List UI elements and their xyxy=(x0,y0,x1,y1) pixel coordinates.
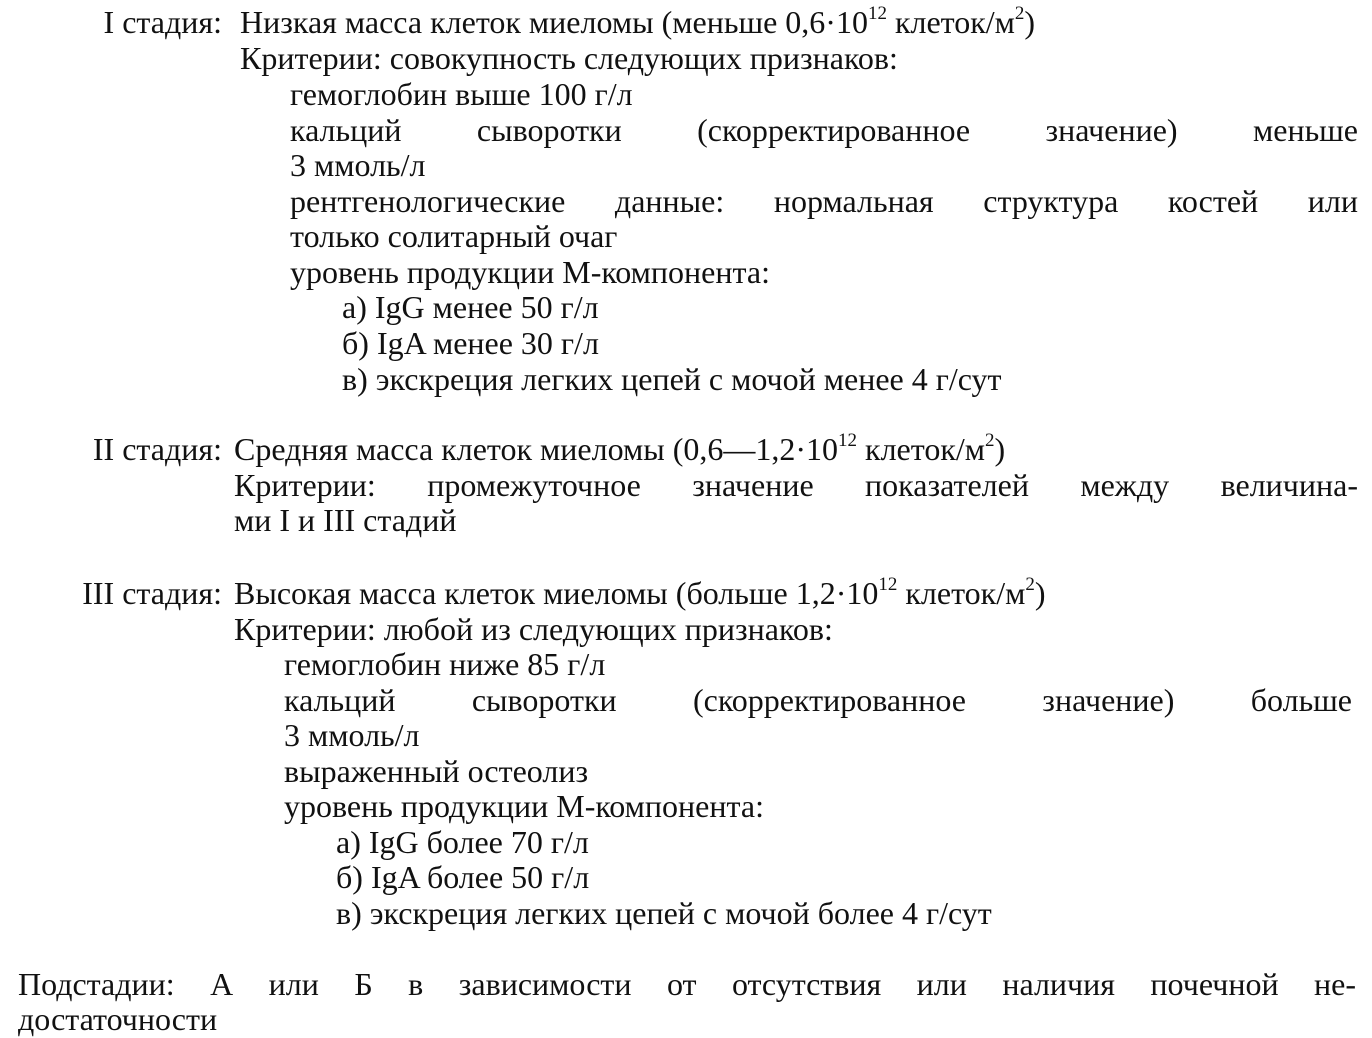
stage-2-title xyxy=(234,429,1006,467)
stage-3-osteolysis: выраженный остеолиз xyxy=(284,753,589,789)
stage-1-title xyxy=(240,2,1036,40)
stage-2-criteria-line-2: ми I и III стадий xyxy=(234,502,457,538)
stage-2-title-unit: клеток/м xyxy=(857,431,985,467)
stage-3-criteria: Критерии: любой из следующих признаков: xyxy=(234,611,833,647)
stage-1-title-exponent: 12 xyxy=(867,2,887,24)
stage-1-hemoglobin: гемоглобин выше 100 г/л xyxy=(290,76,633,112)
stage-3-calcium-line-2: 3 ммоль/л xyxy=(284,717,420,753)
stage-1-title-text: Низкая масса клеток миеломы (меньше 0,6·10 xyxy=(240,4,868,40)
stage-3-label: III стадия: xyxy=(82,575,222,611)
stage-2-title-text: Средняя масса клеток миеломы (0,6—1,2·10 xyxy=(234,431,839,467)
stage-2-title-close: ) xyxy=(994,431,1006,467)
stage-2-title-exponent: 12 xyxy=(838,429,858,451)
stage-3-title-exponent: 12 xyxy=(878,573,898,595)
stage-3-hemoglobin: гемоглобин ниже 85 г/л xyxy=(284,646,606,682)
stage-3-title-close: ) xyxy=(1034,575,1046,611)
stage-1-label: I стадия: xyxy=(103,4,222,40)
stage-3-title-text: Высокая масса клеток миеломы (больше 1,2·10 xyxy=(234,575,879,611)
stage-3-item-a: а) IgG более 70 г/л xyxy=(336,824,589,860)
stage-1-criteria: Критерии: совокупность следующих признаков: xyxy=(240,40,898,76)
stage-2-title-unit-exponent: 2 xyxy=(985,429,995,451)
stage-3-calcium-line-1: кальций сыворотки (скорректированное значение) больше xyxy=(284,683,1352,718)
stage-1-title-unit-exponent: 2 xyxy=(1014,2,1025,24)
stage-3-title-unit: клеток/м xyxy=(897,575,1026,611)
stage-3-title-unit-exponent: 2 xyxy=(1025,573,1035,595)
substages-line-1: Подстадии: А или Б в зависимости от отсутствия или наличия почечной не- xyxy=(18,967,1356,1002)
stage-1-title-unit: клеток/м xyxy=(886,4,1015,40)
stage-1-m-component: уровень продукции М-компонента: xyxy=(290,254,770,290)
stage-3-m-component: уровень продукции М-компонента: xyxy=(284,788,764,824)
stage-1-calcium-line-2: 3 ммоль/л xyxy=(290,147,426,183)
stage-3-title xyxy=(234,573,1046,611)
stage-1-xray-line-1: рентгенологические данные: нормальная структура костей или xyxy=(290,184,1358,219)
stage-1-item-a: а) IgG менее 50 г/л xyxy=(342,289,599,325)
stage-3-item-b: б) IgA более 50 г/л xyxy=(336,859,590,895)
stage-1-item-b: б) IgA менее 30 г/л xyxy=(342,325,599,361)
stage-2-criteria-line-1: Критерии: промежуточное значение показателей между величина- xyxy=(234,468,1358,503)
substages-line-2: достаточности xyxy=(18,1001,218,1037)
stage-1-title-close: ) xyxy=(1024,4,1036,40)
stage-3-item-c: в) экскреция легких цепей с мочой более 4 г/сут xyxy=(336,895,992,931)
stage-1-xray-line-2: только солитарный очаг xyxy=(290,218,618,254)
stage-1-calcium-line-1: кальций сыворотки (скорректированное значение) меньше xyxy=(290,113,1358,148)
stage-1-item-c: в) экскреция легких цепей с мочой менее 4 г/сут xyxy=(342,361,1002,397)
stage-2-label: II стадия: xyxy=(92,431,222,467)
